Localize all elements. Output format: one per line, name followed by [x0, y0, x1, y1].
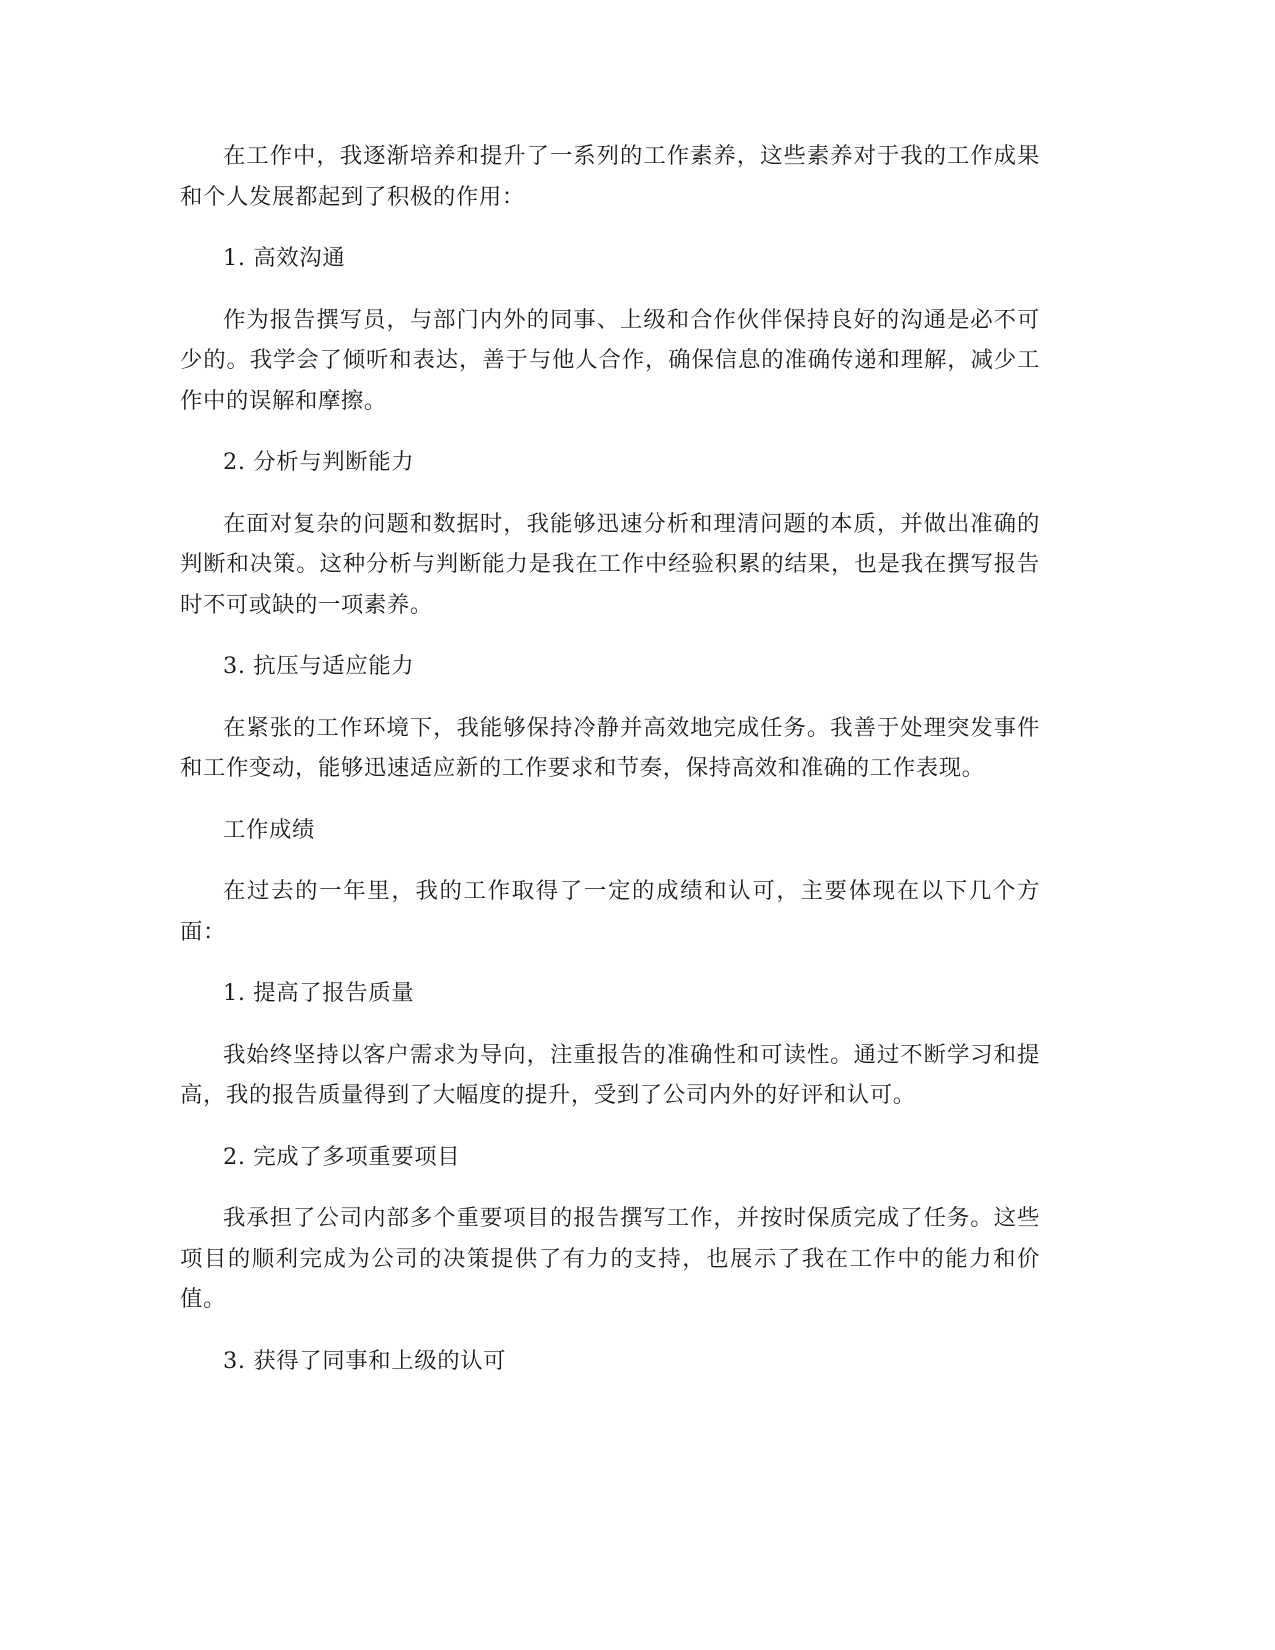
analysis-paragraph: 在面对复杂的问题和数据时，我能够迅速分析和理清问题的本质，并做出准确的判断和决策。这种分析与判断能力是我在工作中经验积累的结果，也是我在撰写报告时不可或缺的一项素养。	[180, 510, 1040, 618]
document-body	[180, 136, 1040, 1402]
section-heading-report-quality: 1. 提高了报告质量	[223, 980, 415, 1006]
section-heading-work-achievements: 工作成绩	[223, 816, 315, 843]
intro-paragraph: 在工作中，我逐渐培养和提升了一系列的工作素养，这些素养对于我的工作成果和个人发展都起到了积极的作用：	[180, 143, 1040, 210]
section-heading-stress-adaptability: 3. 抗压与适应能力	[223, 653, 415, 679]
achievements-intro-paragraph: 在过去的一年里，我的工作取得了一定的成绩和认可，主要体现在以下几个方面：	[180, 878, 1040, 945]
communication-paragraph: 作为报告撰写员，与部门内外的同事、上级和合作伙伴保持良好的沟通是必不可少的。我学会了倾听和表达，善于与他人合作，确保信息的准确传递和理解，减少工作中的误解和摩擦。	[180, 306, 1040, 414]
projects-paragraph: 我承担了公司内部多个重要项目的报告撰写工作，并按时保质完成了任务。这些项目的顺利完成为公司的决策提供了有力的支持，也展示了我在工作中的能力和价值。	[180, 1205, 1040, 1312]
report-quality-paragraph: 我始终坚持以客户需求为导向，注重报告的准确性和可读性。通过不断学习和提高，我的报告质量得到了大幅度的提升，受到了公司内外的好评和认可。	[180, 1041, 1040, 1108]
section-heading-recognition: 3. 获得了同事和上级的认可	[223, 1347, 507, 1374]
stress-paragraph: 在紧张的工作环境下，我能够保持冷静并高效地完成任务。我善于处理突发事件和工作变动，能够迅速适应新的工作要求和节奏，保持高效和准确的工作表现。	[180, 714, 1040, 781]
section-heading-important-projects: 2. 完成了多项重要项目	[223, 1143, 461, 1170]
section-heading-efficient-communication: 1. 高效沟通	[223, 245, 346, 271]
section-heading-analysis-judgment: 2. 分析与判断能力	[223, 449, 415, 475]
